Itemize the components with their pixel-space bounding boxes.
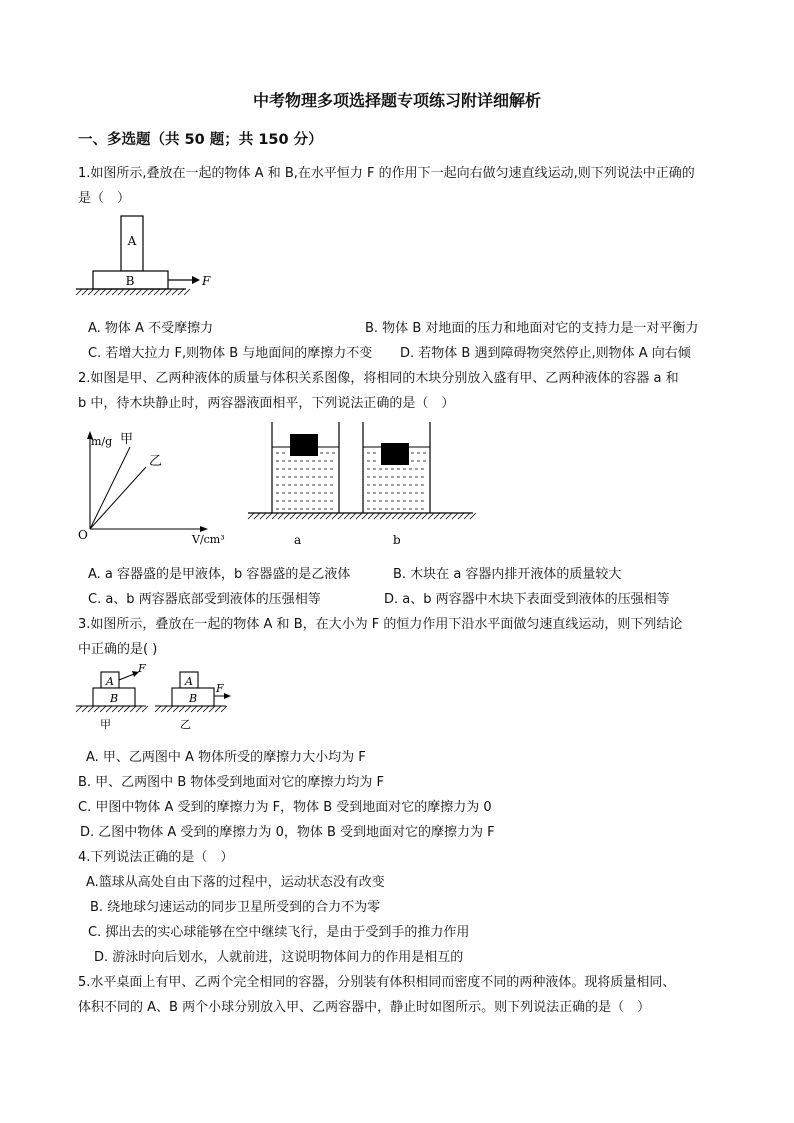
ground-hatch-mark [130,706,136,712]
ground-hatch-mark [155,706,161,712]
ground-hatch-mark [112,706,118,712]
ground-hatch-mark [142,706,148,712]
ground-hatch-mark [296,513,302,519]
ground-hatch-mark [434,513,440,519]
q2-label-a: a [294,533,302,547]
q1-label-a: A [127,234,137,248]
ground-hatch-mark [302,513,308,519]
ground-hatch-mark [88,289,94,295]
q3-jia-label-f: F [138,662,146,675]
q4-stem: 4.下列说法正确的是（ ） [78,850,234,865]
q3-yi-label-f: F [216,682,224,695]
ground-hatch-mark [76,289,82,295]
q3-option-d: D. 乙图中物体 A 受到的摩擦力为 0，物体 B 受到地面对它的摩擦力为 F [80,825,495,840]
q2-option-d: D. a、b 两容器中木块下表面受到液体的压强相等 [384,592,670,607]
ground-hatch-mark [374,513,380,519]
ground-hatch-mark [410,513,416,519]
q3-stem-line1: 3.如图所示，叠放在一起的物体 A 和 B，在大小为 F 的恒力作用下沿水平面做匀速直线运动，则下列结论 [78,617,683,632]
ground-hatch-mark [118,706,124,712]
ground-hatch-mark [452,513,458,519]
ground-hatch-mark [326,513,332,519]
ground-hatch-mark [464,513,470,519]
q3-stem-line2: 中正确的是( ) [78,642,158,657]
ground-hatch-mark [215,706,221,712]
q3-yi-label-a: A [185,675,193,688]
q1-figure [76,212,226,302]
ground-hatch-mark [350,513,356,519]
ground-hatch-mark [184,289,190,295]
ground-hatch-mark [136,706,142,712]
ground-hatch-mark [82,706,88,712]
ground-hatch-mark [100,289,106,295]
ground-hatch-mark [260,513,266,519]
ground-hatch-mark [142,289,148,295]
page-title: 中考物理多项选择题专项练习附详细解析 [252,91,541,110]
q2-option-b: B. 木块在 a 容器内排开液体的质量较大 [393,567,622,582]
q3-option-c: C. 甲图中物体 A 受到的摩擦力为 F，物体 B 受到地面对它的摩擦力为 0 [78,800,492,815]
q3-option-a: A. 甲、乙两图中 A 物体所受的摩擦力大小均为 F [86,750,366,765]
q2-stem-line1: 2.如图是甲、乙两种液体的质量与体积关系图像，将相同的木块分别放入盛有甲、乙两种液体的容器 a 和 [78,371,679,386]
ground-hatch-mark [314,513,320,519]
ground-hatch-mark [203,706,209,712]
q1-option-c: C. 若增大拉力 F,则物体 B 与地面间的摩擦力不变 [88,346,373,361]
ground-hatch-mark [130,289,136,295]
ground-hatch-mark [266,513,272,519]
q1-stem-line2: 是（ ） [78,191,131,206]
q2-label-yi: 乙 [149,454,163,469]
ground-hatch-mark [197,706,203,712]
q1-label-f: F [202,274,211,288]
ground-hatch-mark [470,513,476,519]
ground-hatch-mark [209,706,215,712]
ground-hatch-mark [422,513,428,519]
ground-hatch-mark [458,513,464,519]
q2-xlabel: V/cm³ [192,533,225,546]
ground-hatch-mark [94,289,100,295]
q1-option-b: B. 物体 B 对地面的压力和地面对它的支持力是一对平衡力 [365,321,699,336]
ground-hatch-mark [356,513,362,519]
ground-hatch-mark [88,706,94,712]
ground-hatch-mark [272,513,278,519]
ground-hatch-mark [191,706,197,712]
ground-hatch-mark [398,513,404,519]
ground-hatch-mark [332,513,338,519]
ground-hatch-mark [161,706,167,712]
q2-option-a: A. a 容器盛的是甲液体，b 容器盛的是乙液体 [88,567,351,582]
q2-label-b: b [393,533,401,547]
q2-label-jia: 甲 [120,432,134,447]
section-heading: 一、多选题（共 50 题；共 150 分） [78,132,323,148]
q1-option-d: D. 若物体 B 遇到障碍物突然停止,则物体 A 向右倾 [400,346,691,361]
q3-label-jia: 甲 [100,718,111,731]
ground-hatch-mark [76,706,82,712]
q2-option-c: C. a、b 两容器底部受到液体的压强相等 [88,592,321,607]
q1-label-b: B [125,274,135,288]
q3-option-b: B. 甲、乙两图中 B 物体受到地面对它的摩擦力均为 F [78,775,384,790]
q1-option-a: A. 物体 A 不受摩擦力 [88,321,214,336]
q4-option-d: D. 游泳时向后划水，人就前进，这说明物体间力的作用是相互的 [94,950,464,965]
ground-hatch-mark [428,513,434,519]
ground-hatch-mark [124,289,130,295]
ground-hatch-mark [338,513,344,519]
q4-option-c: C. 掷出去的实心球能够在空中继续飞行，是由于受到手的推力作用 [88,925,470,940]
ground-hatch-mark [404,513,410,519]
q3-yi-label-b: B [188,692,198,705]
ground-hatch-mark [416,513,422,519]
ground-hatch-mark [172,289,178,295]
ground-hatch-mark [368,513,374,519]
ground-hatch-mark [148,289,154,295]
ground-hatch-mark [284,513,290,519]
q2-ylabel: m/g [91,435,113,448]
ground-hatch-mark [179,706,185,712]
q2-containers-figure [248,420,478,550]
q3-figure [76,662,236,740]
ground-hatch-mark [380,513,386,519]
ground-hatch-mark [440,513,446,519]
ground-hatch-mark [254,513,260,519]
ground-hatch-mark [167,706,173,712]
ground-hatch-mark [112,289,118,295]
ground-hatch-mark [160,289,166,295]
ground-hatch-mark [320,513,326,519]
ground-hatch-mark [100,706,106,712]
q3-jia-label-b: B [109,692,119,705]
ground-hatch-mark [124,706,130,712]
ground-hatch-mark [221,706,227,712]
q4-option-a: A.篮球从高处自由下落的过程中，运动状态没有改变 [86,875,385,890]
q2-graph-figure [74,425,239,555]
ground-hatch-mark [392,513,398,519]
ground-hatch-mark [136,289,142,295]
ground-hatch-mark [278,513,284,519]
ground-hatch-mark [344,513,350,519]
ground-hatch-mark [446,513,452,519]
q4-option-b: B. 绕地球匀速运动的同步卫星所受到的合力不为零 [90,900,381,915]
ground-hatch-mark [166,289,172,295]
ground-hatch-mark [106,706,112,712]
ground-hatch-mark [173,706,179,712]
q3-jia-label-a: A [106,675,114,688]
ground-hatch-mark [362,513,368,519]
ground-hatch-mark [106,289,112,295]
ground-hatch-mark [118,289,124,295]
q1-stem-line1: 1.如图所示,叠放在一起的物体 A 和 B,在水平恒力 F 的作用下一起向右做匀速直线运动,则下列说法中正确的 [78,166,695,181]
ground-hatch-mark [185,706,191,712]
q5-stem-line2: 体积不同的 A、B 两个小球分别放入甲、乙两容器中，静止时如图所示。则下列说法正确的是（ ） [78,1000,651,1015]
ground-hatch-mark [178,289,184,295]
ground-hatch-mark [94,706,100,712]
ground-hatch-mark [308,513,314,519]
q3-label-yi: 乙 [180,718,191,731]
ground-hatch-mark [386,513,392,519]
ground-hatch-mark [290,513,296,519]
q5-stem-line1: 5.水平桌面上有甲、乙两个完全相同的容器，分别装有体积相同而密度不同的两种液体。现将质量相同、 [78,975,676,990]
q2-origin: O [78,528,88,542]
q2-stem-line2: b 中，待木块静止时，两容器液面相平，下列说法正确的是（ ） [78,396,455,411]
ground-hatch-mark [154,289,160,295]
ground-hatch-mark [248,513,254,519]
ground-hatch-mark [82,289,88,295]
